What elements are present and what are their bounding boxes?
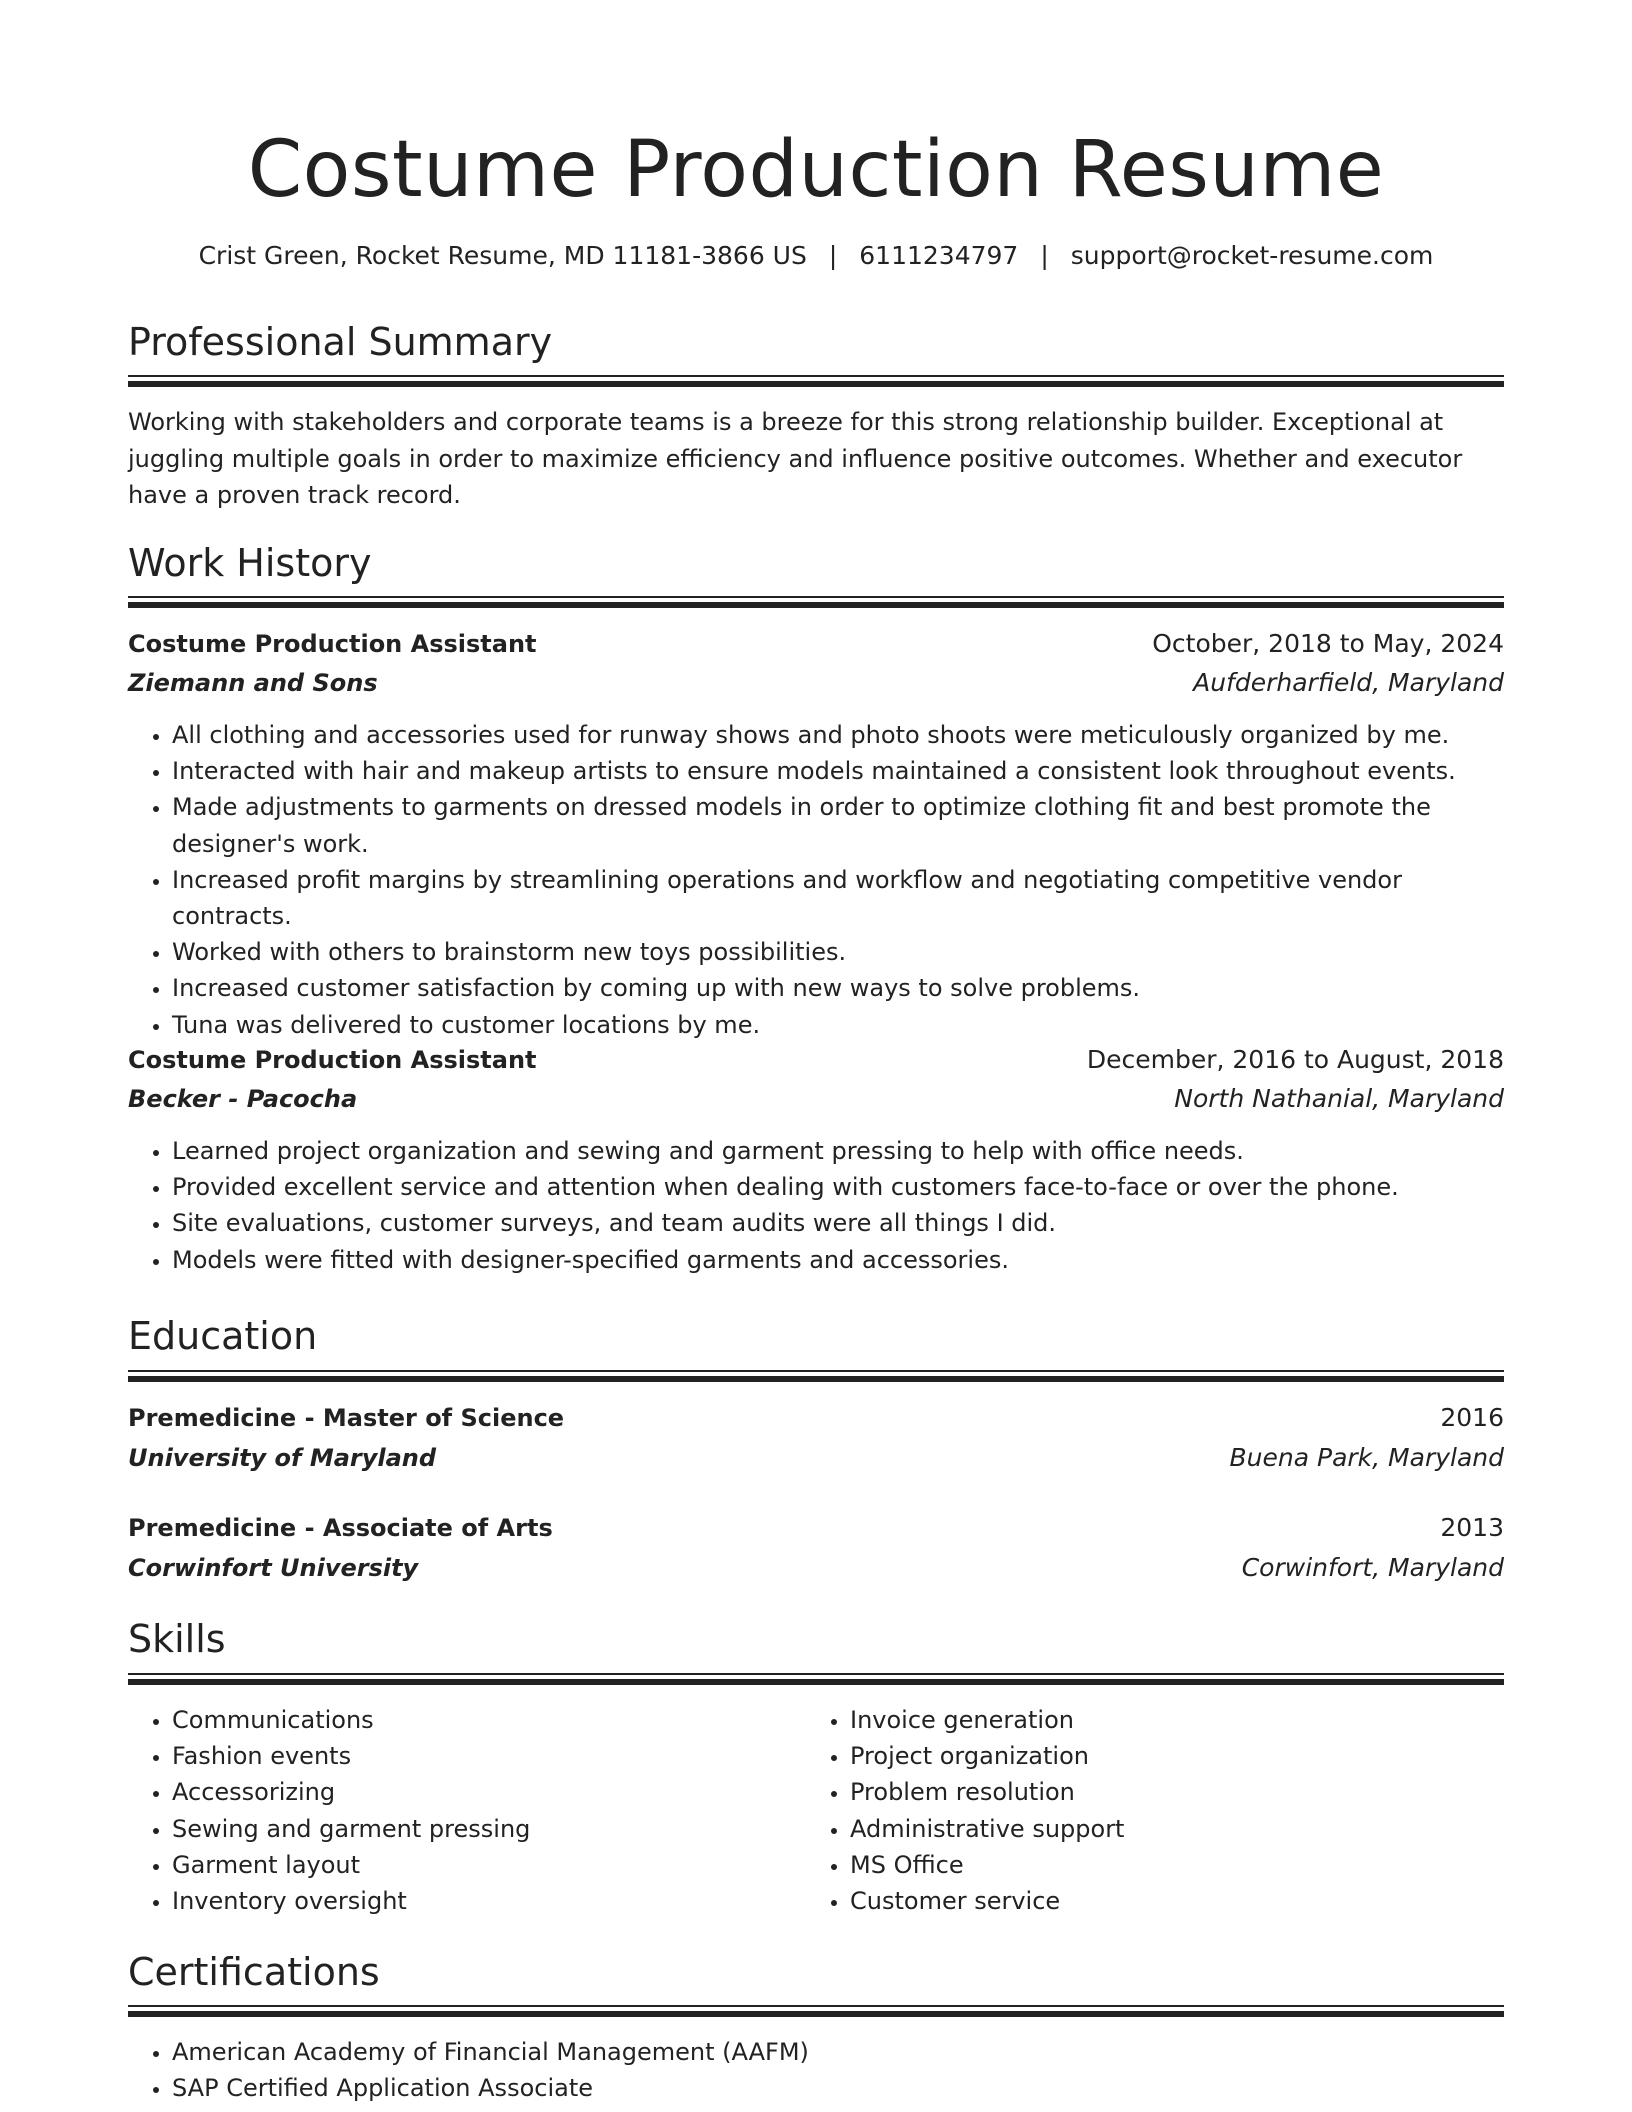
education-header [128,1509,1504,1547]
section-heading-work-history: Work History [128,541,372,585]
job-bullet-list [128,1133,1504,1278]
list-item: • Invoice generation [850,1702,1504,1738]
list-item: • Provided excellent service and attention when dealing with customers face-to-face or over the phone. [172,1169,1504,1205]
list-item: • Models were fitted with designer-specified garments and accessories. [172,1242,1504,1278]
list-item: • Administrative support [850,1811,1504,1847]
list-item: • Communications [172,1702,806,1738]
education-degree: Premedicine - Master of Science [128,1404,565,1432]
list-item: • Project organization [850,1738,1504,1774]
skills-list-left [128,1702,806,1919]
education-header [128,1399,1504,1437]
section-divider [128,596,1504,607]
education-subheader [128,1439,1504,1477]
education-school: Corwinfort University [128,1554,419,1582]
list-item: • Problem resolution [850,1774,1504,1810]
contact-line [128,238,1504,274]
section-heading-certifications: Certifications [128,1950,380,1994]
list-item: • Garment layout [172,1847,806,1883]
list-item: • Made adjustments to garments on dressed models in order to optimize clothing fit and best promote the designer's work. [172,789,1504,861]
list-item: • Increased customer satisfaction by coming up with new ways to solve problems. [172,970,1504,1006]
list-item: • Tuna was delivered to customer locations by me. [172,1007,1504,1043]
job-subheader [128,1080,1504,1118]
contact-address: Crist Green, Rocket Resume, MD 11181-3866 US [198,241,807,270]
list-item: • Fashion events [172,1738,806,1774]
list-item: • MS Office [850,1847,1504,1883]
list-item: • Learned project organization and sewing and garment pressing to help with office needs. [172,1133,1504,1169]
job-location: Aufderharfield, Maryland [1193,668,1504,697]
contact-separator: | [1040,241,1049,270]
list-item: • Site evaluations, customer surveys, and team audits were all things I did. [172,1205,1504,1241]
job-location: North Nathanial, Maryland [1174,1084,1504,1113]
contact-phone: 6111234797 [859,241,1019,270]
education-school: University of Maryland [128,1444,437,1472]
job-header [128,625,1504,663]
education-location: Buena Park, Maryland [1229,1443,1504,1472]
summary-text: Working with stakeholders and corporate teams is a breeze for this strong relationship builder. Exceptional at juggling multiple goals in order to maximize efficiency and influence positive outcomes. Whether and executor have a proven track record. [128,408,1463,509]
job-company: Becker - Pacocha [128,1085,358,1113]
list-item: • Customer service [850,1883,1504,1919]
list-item: • Inventory oversight [172,1883,806,1919]
section-divider [128,2005,1504,2016]
job-company: Ziemann and Sons [128,669,378,697]
education-subheader [128,1549,1504,1587]
education-degree: Premedicine - Associate of Arts [128,1514,553,1542]
resume-title: Costume Production Resume [247,125,1385,215]
section-heading-education: Education [128,1314,318,1358]
education-year: 2016 [1440,1403,1504,1432]
contact-email: support@rocket-resume.com [1070,241,1434,270]
job-dates: December, 2016 to August, 2018 [1086,1045,1504,1074]
job-title: Costume Production Assistant [128,630,537,658]
section-heading-summary: Professional Summary [128,320,553,364]
section-divider [128,375,1504,386]
job-dates: October, 2018 to May, 2024 [1152,629,1504,658]
list-item: • Accessorizing [172,1774,806,1810]
list-item: • Worked with others to brainstorm new toys possibilities. [172,934,1504,970]
job-subheader [128,664,1504,702]
list-item: • Sewing and garment pressing [172,1811,806,1847]
list-item: • All clothing and accessories used for runway shows and photo shoots were meticulously organized by me. [172,717,1504,753]
contact-separator: | [828,241,838,270]
section-heading-skills: Skills [128,1617,226,1661]
certifications-list [128,2034,1504,2106]
section-divider [128,1673,1504,1684]
list-item: • SAP Certified Application Associate [172,2070,1504,2106]
section-divider [128,1370,1504,1381]
job-bullet-list [128,717,1504,1043]
job-title: Costume Production Assistant [128,1046,537,1074]
education-location: Corwinfort, Maryland [1241,1553,1504,1582]
list-item: • American Academy of Financial Management (AAFM) [172,2034,1504,2070]
list-item: • Interacted with hair and makeup artists to ensure models maintained a consistent look throughout events. [172,753,1504,789]
education-year: 2013 [1440,1513,1504,1542]
job-header [128,1041,1504,1079]
skills-list-right [806,1702,1504,1919]
list-item: • Increased profit margins by streamlining operations and workflow and negotiating competitive vendor contracts. [172,862,1504,934]
